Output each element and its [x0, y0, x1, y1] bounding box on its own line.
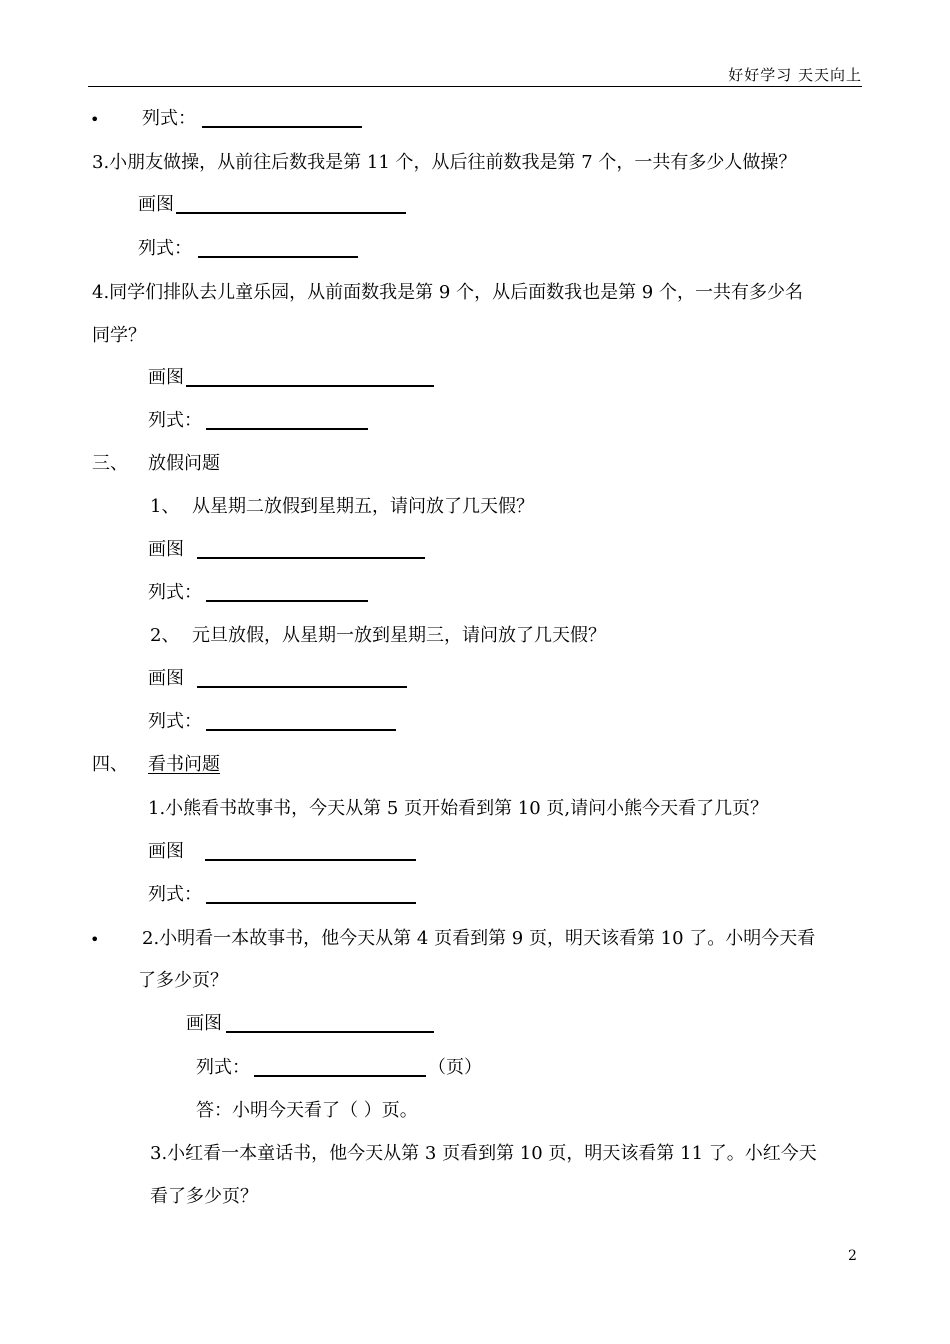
answer-blank [254, 1075, 426, 1077]
formula-label: 列式： [142, 108, 196, 129]
header-motto: 好好学习 天天向上 [728, 66, 862, 84]
draw-label: 画图 [138, 194, 174, 215]
section-3-q2-text: 元旦放假，从星期一放到星期三，请问放了几天假？ [192, 625, 606, 646]
formula-label: 列式： [196, 1057, 250, 1078]
draw-label: 画图 [148, 668, 184, 689]
section-3-title: 放假问题 [148, 453, 220, 474]
bullet-marker: • [90, 110, 100, 129]
answer-blank [206, 600, 368, 602]
section-3-q2-number: 2、 [150, 625, 180, 646]
answer-blank [206, 729, 396, 731]
draw-label: 画图 [148, 367, 184, 388]
formula-label: 列式： [148, 711, 202, 732]
draw-blank [197, 557, 425, 559]
draw-label: 画图 [148, 539, 184, 560]
section-4-q3-line-2: 看了多少页？ [150, 1186, 258, 1207]
formula-label: 列式： [148, 410, 202, 431]
answer-sentence: 答：小明今天看了（ ）页。 [196, 1100, 418, 1121]
section-3-q1-text: 从星期二放假到星期五，请问放了几天假？ [192, 496, 534, 517]
formula-label: 列式： [148, 582, 202, 603]
section-4-q1-text: 1.小熊看书故事书，今天从第 5 页开始看到第 10 页,请问小熊今天看了几页？ [148, 798, 769, 819]
unit-label: （页） [428, 1057, 482, 1078]
answer-blank [198, 256, 358, 258]
section-4-q2-line-2: 了多少页？ [138, 970, 228, 991]
section-4-title: 看书问题 [148, 754, 220, 775]
question-4-line-1: 4.同学们排队去儿童乐园，从前面数我是第 9 个，从后面数我也是第 9 个，一共有多少名 [92, 282, 803, 303]
draw-blank [197, 686, 407, 688]
section-4-number: 四、 [92, 754, 128, 775]
answer-blank [206, 428, 368, 430]
section-3-number: 三、 [92, 453, 128, 474]
answer-blank [206, 902, 416, 904]
formula-label: 列式： [138, 238, 192, 259]
section-4-q2-line-1: 2.小明看一本故事书，他今天从第 4 页看到第 9 页，明天该看第 10 了。小明今天看 [142, 928, 816, 949]
header-divider [88, 86, 862, 87]
page-number: 2 [848, 1248, 857, 1264]
question-4-line-2: 同学？ [92, 325, 146, 346]
draw-blank [186, 385, 434, 387]
section-3-q1-number: 1、 [150, 496, 180, 517]
draw-blank [205, 859, 416, 861]
bullet-marker: • [90, 930, 100, 949]
draw-label: 画图 [148, 841, 184, 862]
draw-label: 画图 [186, 1013, 222, 1034]
section-4-q3-line-1: 3.小红看一本童话书，他今天从第 3 页看到第 10 页，明天该看第 11 了。小红今天 [150, 1143, 817, 1164]
formula-label: 列式： [148, 884, 202, 905]
draw-blank [226, 1031, 434, 1033]
question-3-text: 3.小朋友做操，从前往后数我是第 11 个，从后往前数我是第 7 个，一共有多少人做操？ [92, 152, 797, 173]
answer-blank [202, 126, 362, 128]
draw-blank [176, 212, 406, 214]
